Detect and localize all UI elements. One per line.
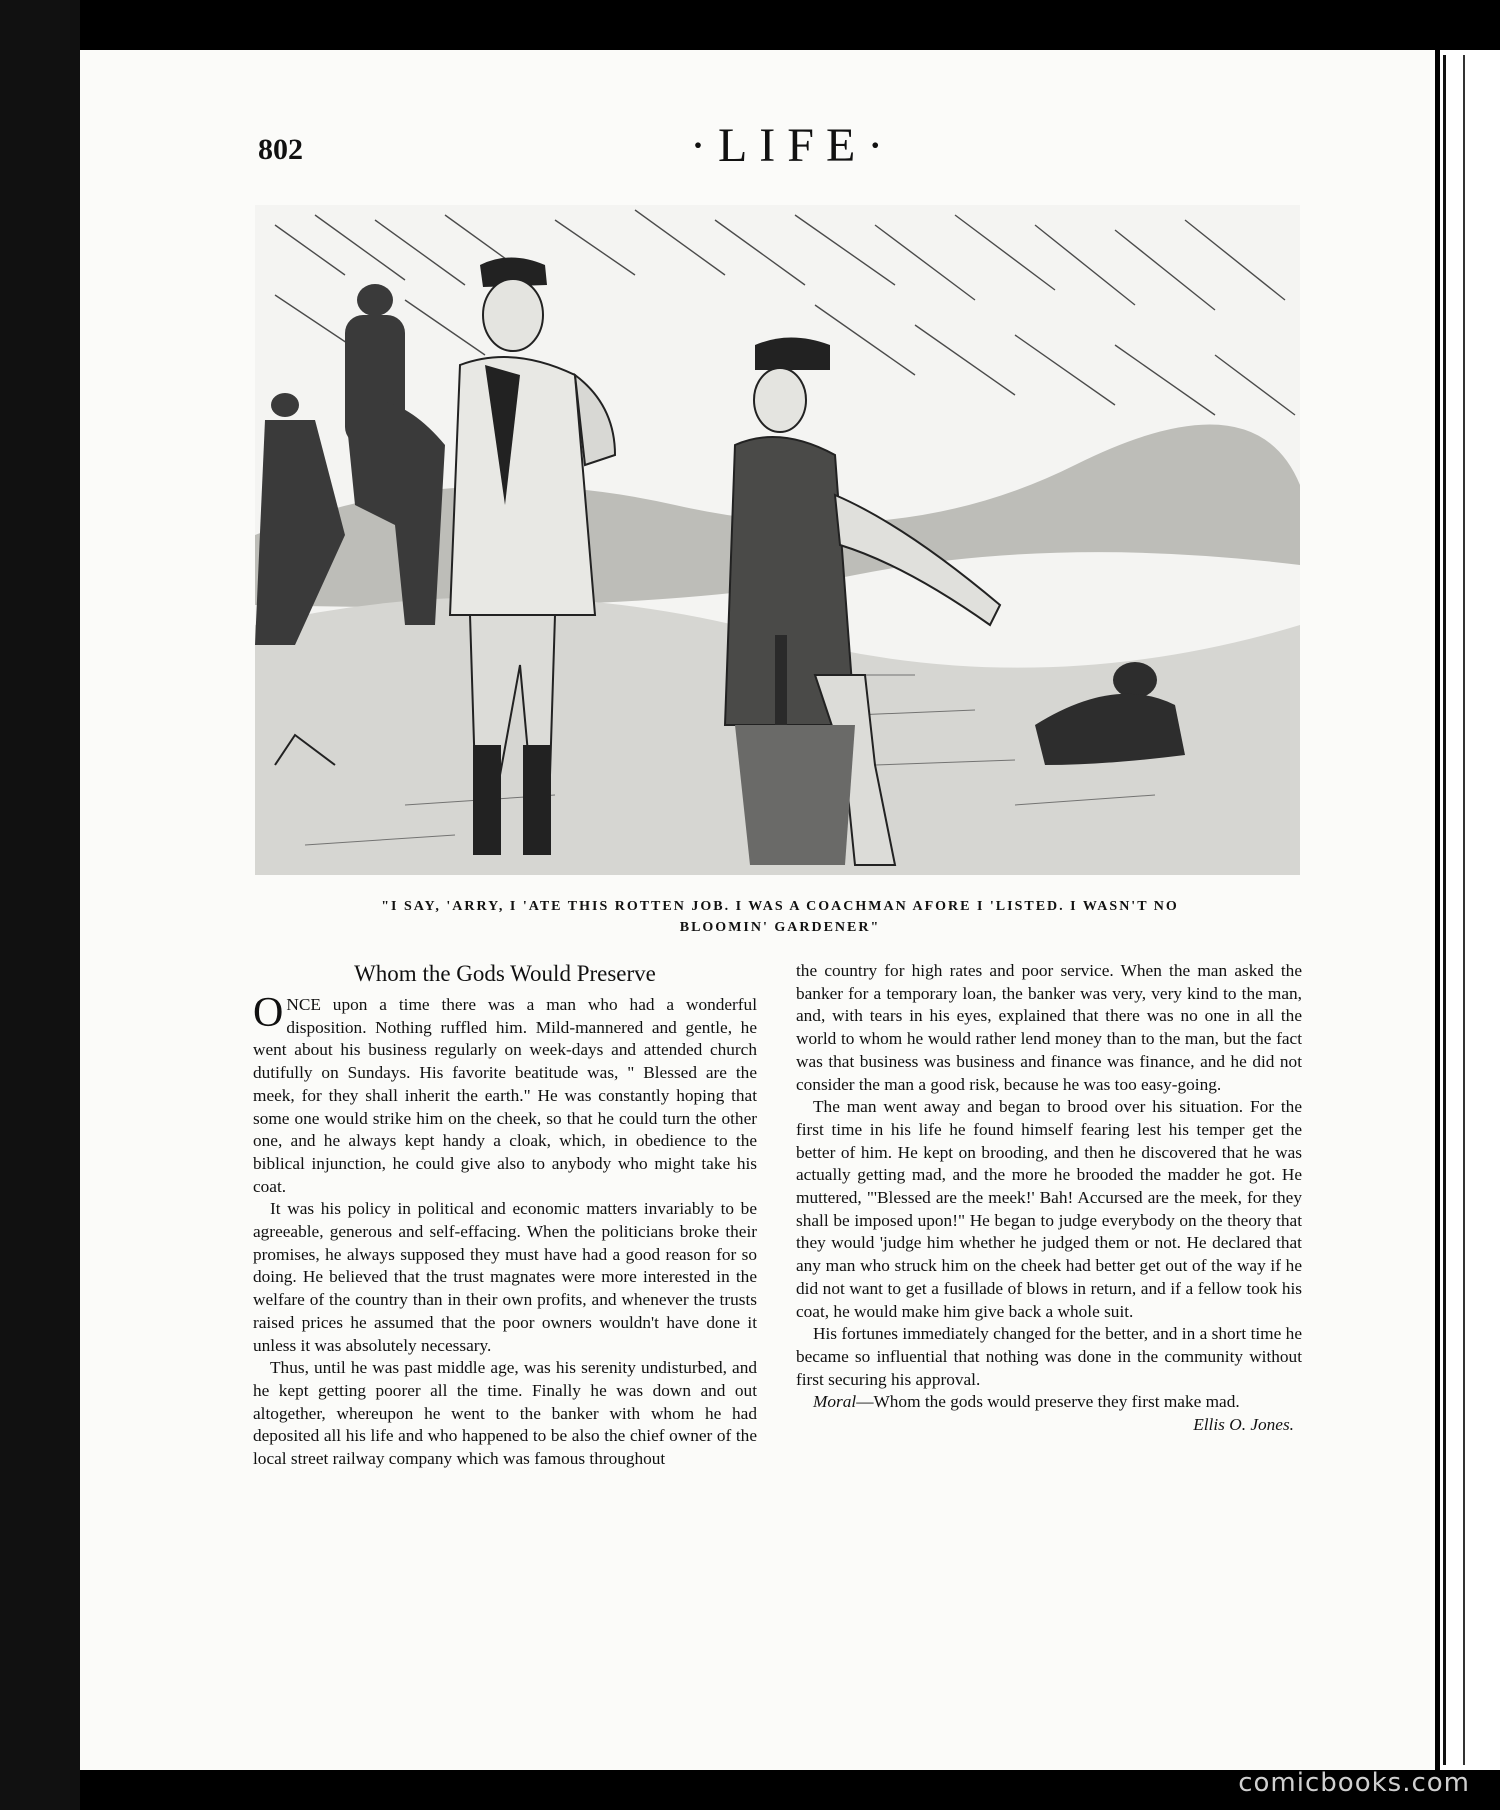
article-paragraph-3: Thus, until he was past middle age, was his serenity undisturbed, and he kept getting poorer all the time. Finally he was down and out altogether, whereupon he went to the banker with whom he had deposited all his life and who happened to be also the chief owner of the local street railway company which was famous throughout	[253, 1358, 757, 1469]
cartoon-illustration	[255, 205, 1300, 875]
spine-line	[1443, 55, 1446, 1765]
scan-spine-strip	[1440, 50, 1500, 1770]
watermark: comicbooks.com	[1238, 1768, 1470, 1798]
moral-text: —Whom the gods would preserve they first make mad.	[856, 1392, 1240, 1412]
masthead-title: ·LIFE·	[690, 119, 896, 172]
article-paragraph-2: It was his policy in political and economic matters invariably to be agreeable, generous and self-effacing. When the politicians broke their promises, he always supposed they must have had a good reason for so doing. He believed that the trust magnates were more interested in the welfare of the country than in their own profits, and whenever the trusts raised prices he assumed that the poor owners wouldn't have done it unless it was absolutely necessary.	[253, 1199, 757, 1355]
drop-cap: O	[253, 990, 284, 1036]
article-title: Whom the Gods Would Preserve	[354, 961, 656, 986]
article-moral	[796, 1391, 1302, 1435]
article-column-right	[796, 960, 1302, 1437]
moral-label: Moral	[813, 1392, 857, 1412]
article-column-left	[253, 960, 757, 1471]
article-author: Ellis O. Jones.	[1193, 1415, 1294, 1435]
spine-line-inner	[1463, 55, 1465, 1765]
article-paragraph-3-continued: the country for high rates and poor service. When the man asked the banker for a temporary loan, the banker was very, very kind to the man, and, with tears in his eyes, explained that there was no one in all the world to whom he would rather lend money than to the man, but the fact was that business was business and finance was finance, and he did not consider the man a good risk, because he was too easy-going.	[796, 961, 1302, 1094]
page-number: 802	[258, 133, 303, 166]
scan-border-left	[0, 0, 80, 1810]
article-paragraph-1	[253, 990, 757, 1198]
article-paragraph-4: The man went away and began to brood over his situation. For the first time in his life he found himself fearing lest his temper get the better of him. He kept on brooding, and then he discovered that he was actually getting mad, and the more he brooded the madder he got. He muttered, "'Blessed are the meek!' Bah! Accursed are the meek, for they shall be imposed upon!" He began to judge everybody on the theory that they would 'judge him whether he judged them or not. He declared that any man who struck him on the cheek had better get out of the way if he did not want to get a fusillade of blows in return, and if a fellow took his coat, he would make him give back a whole suit.	[796, 1097, 1302, 1321]
article-paragraph-5: His fortunes immediately changed for the better, and in a short time he became so influential that nothing was done in the community without first securing his approval.	[796, 1324, 1302, 1389]
illustration-caption: "I SAY, 'ARRY, I 'ATE THIS ROTTEN JOB. I WAS A COACHMAN AFORE I 'LISTED. I WASN'T NO BLOOMIN' GARDENER"	[381, 899, 1179, 935]
paragraph-1-text: NCE upon a time there was a man who had a wonderful disposition. Nothing ruffled him. Mild-mannered and gentle, he went about his business regularly on week-days and attended church dutifully on Sundays. His favorite beatitude was, " Blessed are the meek, for they shall inherit the earth." He was constantly hoping that some one would strike him on the cheek, so that he could turn the other one, and he always kept handy a cloak, which, in obedience to the biblical injunction, he could give also to anybody who might take his coat.	[253, 995, 757, 1196]
